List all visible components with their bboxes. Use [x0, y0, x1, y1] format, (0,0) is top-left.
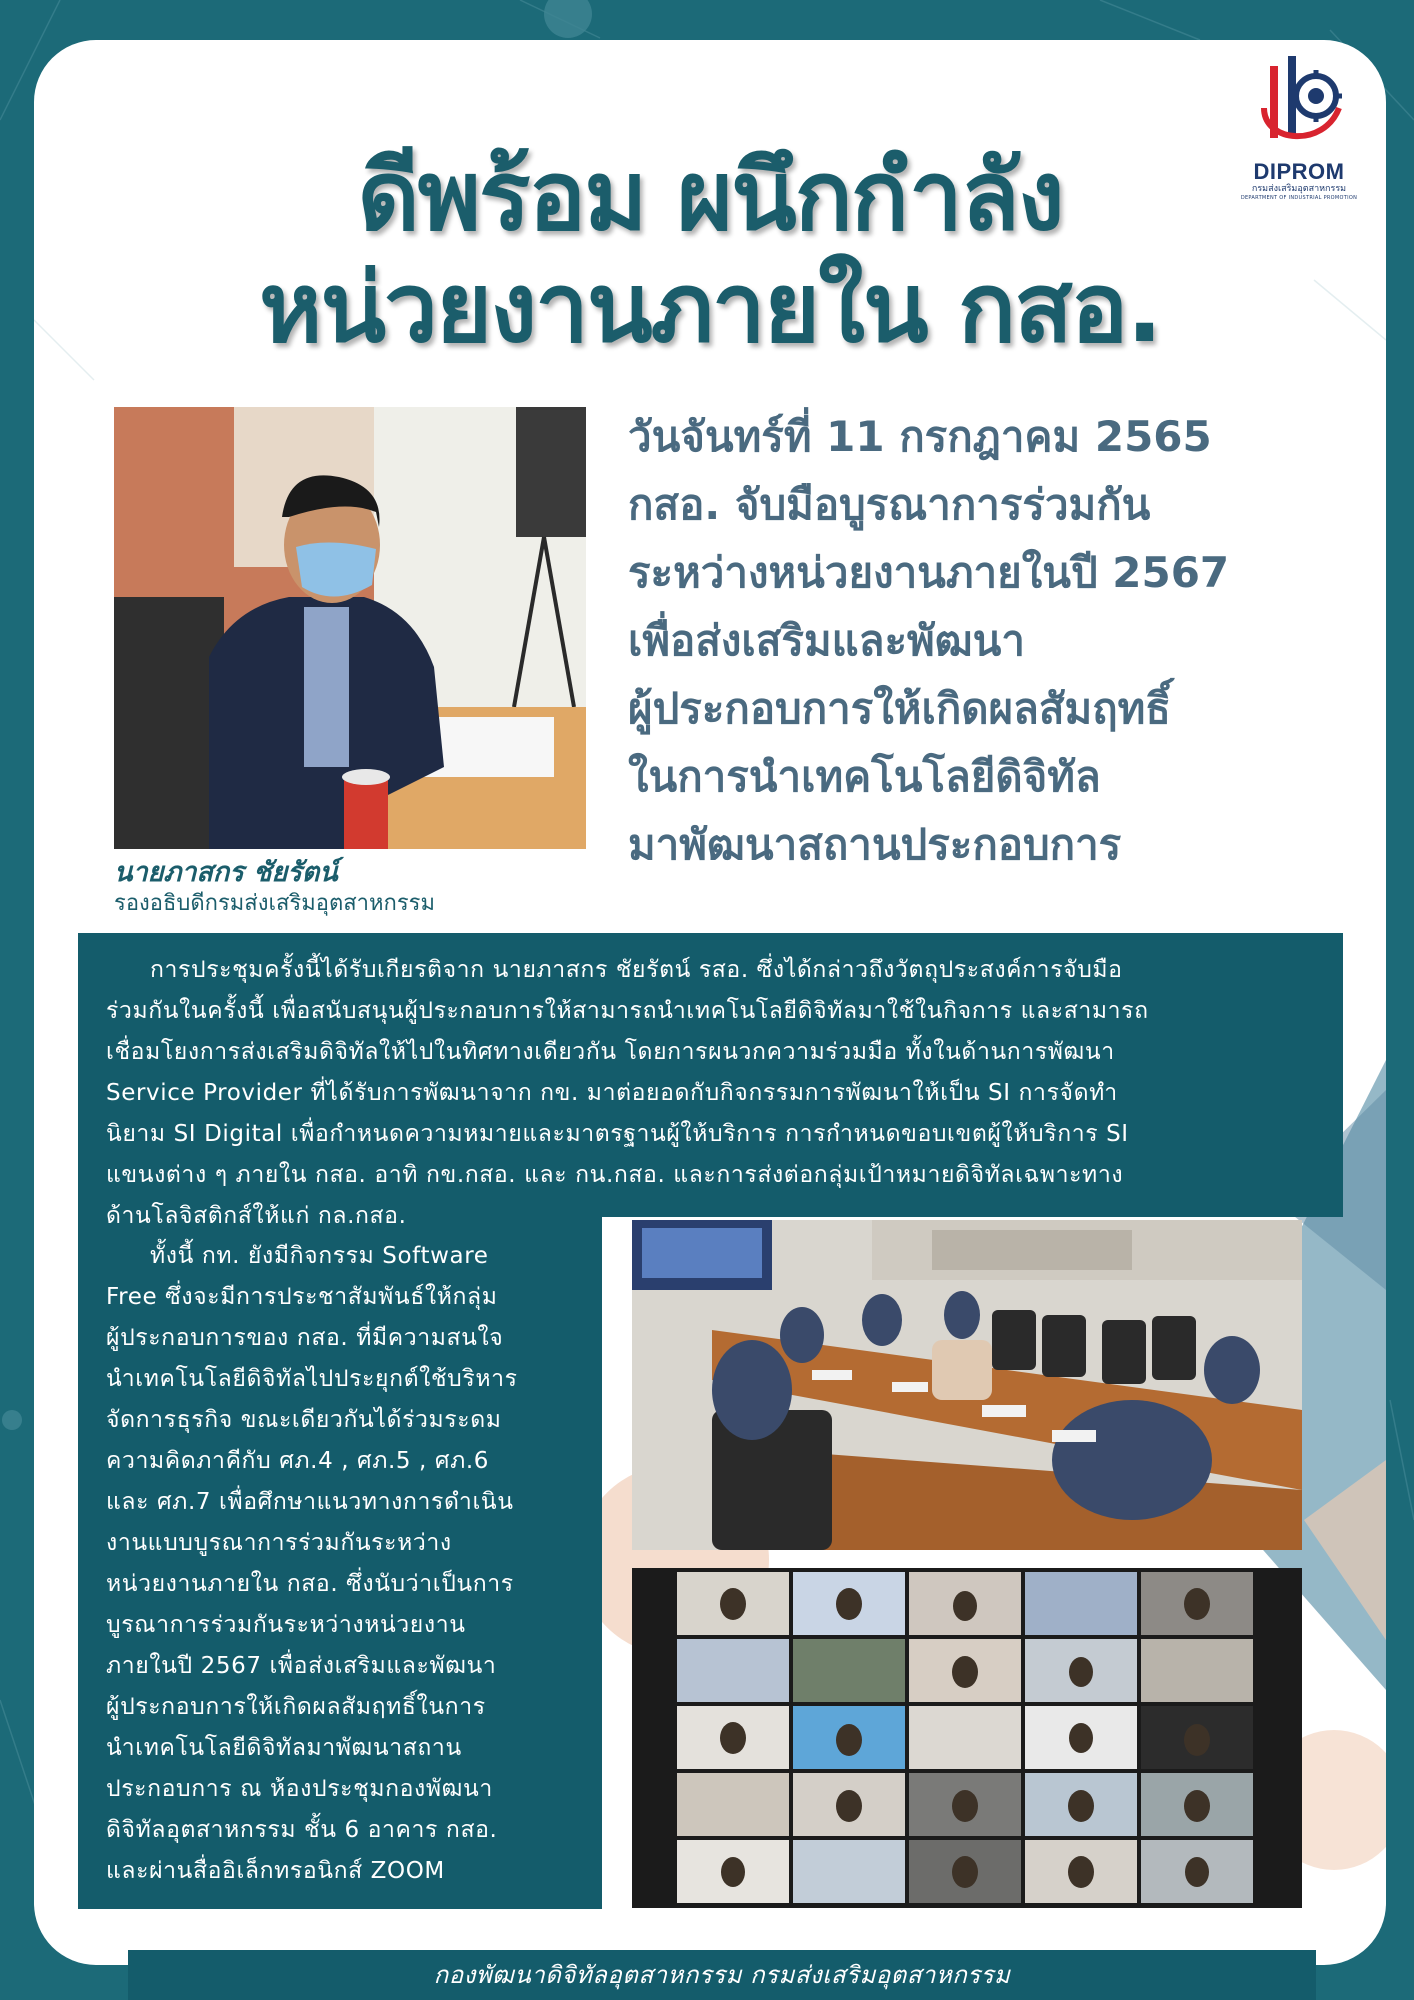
zoom-meeting-screenshot — [632, 1568, 1302, 1908]
paragraph-2-line: จัดการธุรกิจ ขณะเดียวกันได้ร่วมระดม — [106, 1407, 502, 1433]
person-name: นายภาสกร ชัยรัตน์ — [114, 857, 338, 888]
lead-line: ระหว่างหน่วยงานภายในปี 2567 — [628, 548, 1230, 597]
paragraph-1-line: ร่วมกันในครั้งนี้ เพื่อสนับสนุนผู้ประกอบการให้สามารถนำเทคโนโลยีดิจิทัลมาใช้ในกิจการ และสามารถ — [106, 998, 1149, 1024]
paragraph-2-line: งานแบบบูรณาการร่วมกันระหว่าง — [106, 1530, 452, 1556]
lead-line: เพื่อส่งเสริมและพัฒนา — [628, 616, 1025, 665]
paragraph-2-line: และ ศภ.7 เพื่อศึกษาแนวทางการดำเนิน — [106, 1489, 514, 1515]
logo-subtitle: กรมส่งเสริมอุตสาหกรรม — [1251, 184, 1347, 194]
paragraph-2-line: ผู้ประกอบการให้เกิดผลสัมฤทธิ์ในการ — [106, 1694, 486, 1720]
paragraph-2-line: นำเทคโนโลยีดิจิทัลมาพัฒนาสถาน — [106, 1735, 462, 1761]
paragraph-1 — [106, 950, 1341, 1237]
paragraph-1-line: ด้านโลจิสติกส์ให้แก่ กล.กสอ. — [106, 1203, 407, 1229]
person-title: รองอธิบดีกรมส่งเสริมอุตสาหกรรม — [114, 891, 435, 916]
paragraph-2 — [106, 1236, 590, 1892]
paragraph-1-line: แขนงต่าง ๆ ภายใน กสอ. อาทิ กข.กสอ. และ กน.กสอ. และการส่งต่อกลุ่มเป้าหมายดิจิทัลเฉพาะทาง — [106, 1162, 1124, 1188]
portrait-photo — [114, 407, 586, 849]
paragraph-2-line: ผู้ประกอบการของ กสอ. ที่มีความสนใจ — [106, 1325, 504, 1351]
lead-line: วันจันทร์ที่ 11 กรกฎาคม 2565 — [628, 412, 1212, 461]
paragraph-2-line: ภายในปี 2567 เพื่อส่งเสริมและพัฒนา — [106, 1653, 497, 1679]
footer-text: กองพัฒนาดิจิทัลอุตสาหกรรม กรมส่งเสริมอุตสาหกรรม — [433, 1961, 1011, 1989]
paragraph-2-line: Free ซึ่งจะมีการประชาสัมพันธ์ให้กลุ่ม — [106, 1284, 498, 1310]
paragraph-2-line: นำเทคโนโลยีดิจิทัลไปประยุกต์ใช้บริหาร — [106, 1366, 518, 1392]
paragraph-1-line: เชื่อมโยงการส่งเสริมดิจิทัลให้ไปในทิศทางเดียวกัน โดยการผนวกความร่วมมือ ทั้งในด้านการพัฒนา — [106, 1039, 1115, 1065]
paragraph-2-line: บูรณาการร่วมกันระหว่างหน่วยงาน — [106, 1612, 466, 1638]
paragraph-1-line: การประชุมครั้งนี้ได้รับเกียรติจาก นายภาสกร ชัยรัตน์ รสอ. ซึ่งได้กล่าวถึงวัตถุประสงค์การจับมือ — [150, 957, 1123, 983]
poster-card — [34, 40, 1386, 1965]
paragraph-2-line: ความคิดภาคีกับ ศภ.4 , ศภ.5 , ศภ.6 — [106, 1448, 489, 1474]
headline-line-1: ดีพร้อม ผนึกกำลัง — [357, 140, 1063, 252]
paragraph-2-line: หน่วยงานภายใน กสอ. ซึ่งนับว่าเป็นการ — [106, 1571, 514, 1597]
lead-line: กสอ. จับมือบูรณาการร่วมกัน — [628, 480, 1151, 529]
headline — [34, 140, 1386, 364]
lead-line: มาพัฒนาสถานประกอบการ — [628, 820, 1122, 869]
paragraph-2-line: ประกอบการ ณ ห้องประชุมกองพัฒนา — [106, 1776, 493, 1802]
paragraph-2-line: และผ่านสื่ออิเล็กทรอนิกส์ ZOOM — [106, 1858, 445, 1884]
paragraph-2-line: ดิจิทัลอุตสาหกรรม ชั้น 6 อาคาร กสอ. — [106, 1817, 498, 1843]
footer-bar — [128, 1950, 1316, 2000]
logo-name: DIPROM — [1253, 159, 1345, 184]
paragraph-1-line: Service Provider ที่ได้รับการพัฒนาจาก กข. มาต่อยอดกับกิจกรรมการพัฒนาให้เป็น SI การจัดทำ — [106, 1080, 1118, 1106]
meeting-room-photo — [632, 1220, 1302, 1550]
paragraph-1-line: นิยาม SI Digital เพื่อกำหนดความหมายและมาตรฐานผู้ให้บริการ การกำหนดขอบเขตผู้ให้บริการ SI — [106, 1121, 1129, 1147]
headline-line-2: หน่วยงานภายใน กสอ. — [259, 252, 1161, 364]
logo-subtitle-english: DEPARTMENT OF INDUSTRIAL PROMOTION — [1240, 195, 1358, 201]
lead-line: ในการนำเทคโนโลยีดิจิทัล — [628, 752, 1101, 801]
lead-line: ผู้ประกอบการให้เกิดผลสัมฤทธิ์ — [628, 684, 1171, 733]
lead-summary — [628, 403, 1348, 879]
paragraph-2-line: ทั้งนี้ กท. ยังมีกิจกรรม Software — [150, 1243, 489, 1269]
